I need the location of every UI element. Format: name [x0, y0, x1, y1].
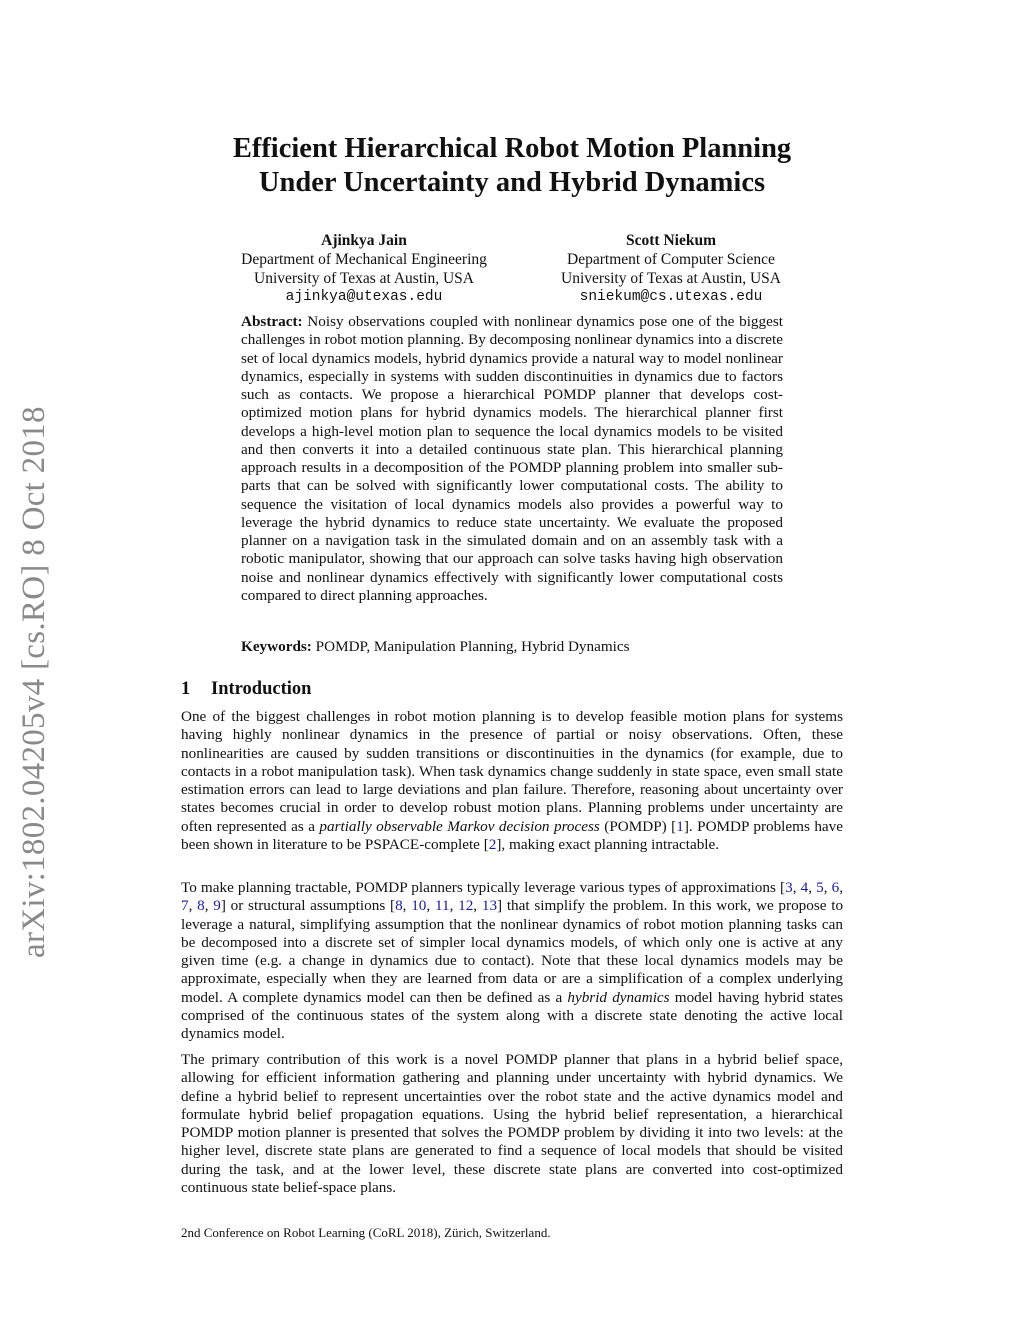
author-block-2 [526, 231, 816, 307]
intro-paragraph-3: The primary contribution of this work is a novel POMDP planner that plans in a hybrid belief space, allowing for efficient information gathering and planning under uncertainty with hybrid dynamics. We define a hybrid belief to represent uncertainties over the robot state and the active dynamics model and formulate hybrid belief propagation equations. Using the hybrid belief representation, a hierarchical POMDP motion planner is presented that solves the POMDP problem by dividing it into two levels: at the higher level, discrete state plans are generated to find a sequence of local models that should be visited during the task, and at the lower level, these discrete state plans are converted into cost-optimized continuous state belief-space plans. [181, 1051, 843, 1196]
author-university: University of Texas at Austin, USA [561, 270, 781, 287]
author-department: Department of Computer Science [567, 251, 775, 268]
abstract-text: Noisy observations coupled with nonlinear dynamics pose one of the biggest challenges in robot motion planning. By decomposing nonlinear dynamics into a discrete set of local dynamics models, hybrid dynamics provide a natural way to model nonlinear dynamics, especially in systems with sudden discontinuities in dynamics due to factors such as contacts. We propose a hierarchical POMDP planner that develops cost-optimized motion plans for hybrid dynamics models. The hierarchical planner first develops a high-level motion plan to sequence the local dynamics models to be visited and then converts it into a detailed continuous state plan. This hierarchical planning approach results in a decomposition of the POMDP planning problem into smaller sub-parts that can be solved with significantly lower computational costs. The ability to sequence the visitation of local dynamics models also provides a powerful way to leverage the hybrid dynamics to reduce state uncertainty. We evaluate the proposed planner on a navigation task in the simulated domain and on an assembly task with a robotic manipulator, showing that our approach can solve tasks having high observation noise and nonlinear dynamics effectively with significantly lower computational costs compared to direct planning approaches. [241, 313, 783, 604]
author-email[interactable]: sniekum@cs.utexas.edu [579, 289, 763, 305]
arxiv-identifier[interactable]: arXiv:1802.04205v4 [cs.RO] 8 Oct 2018 [16, 406, 52, 958]
citation-link[interactable]: 4 [800, 879, 809, 896]
conference-footnote: 2nd Conference on Robot Learning (CoRL 2018), Zürich, Switzerland. [181, 1225, 551, 1240]
para-italic-term: hybrid dynamics [567, 988, 670, 1006]
citation-link[interactable]: 11 [434, 897, 450, 915]
citation-link[interactable]: 2 [488, 835, 497, 853]
keywords-label: Keywords: [241, 638, 312, 655]
keywords [241, 638, 801, 656]
author-name: Ajinkya Jain [321, 232, 407, 249]
citation-link[interactable]: 5 [816, 879, 824, 896]
keywords-text: POMDP, Manipulation Planning, Hybrid Dynamics [315, 638, 630, 655]
para-text: (POMDP) [ [599, 817, 677, 835]
citation-link[interactable]: 9 [213, 897, 221, 915]
section-heading-introduction [181, 678, 311, 700]
author-department: Department of Mechanical Engineering [241, 251, 487, 268]
title-line-2: Under Uncertainty and Hybrid Dynamics [258, 167, 766, 198]
intro-paragraph-1 [181, 708, 843, 854]
abstract-label: Abstract: [241, 313, 303, 330]
intro-paragraph-2: To make planning tractable, POMDP planners typically leverage various types of approximations [3, 4, 5, 6, 7, 8, 9] or structural assumptions [8, 10, 11, 12, 13] that simplify the problem. In this work, we propose to leverage a natural, simplifying assumption that the nonlinear dynamics of robot motion planning tasks can be decomposed into a discrete set of simpler local dynamics models, of which only one is active at any given time (e.g. a change in dynamics due to contact). Note that these local dynamics models may be approximate, especially when they are learned from data or are a simplification of a complex underlying model. A complete dynamics model can then be defined as a hybrid dynamics model having hybrid states comprised of the continuous states of the system along with a discrete state denoting the active local dynamics model. [181, 879, 844, 1042]
author-university: University of Texas at Austin, USA [254, 270, 474, 287]
citation-link[interactable]: 13 [481, 897, 498, 915]
citation-link[interactable]: 12 [458, 897, 474, 915]
para-text: ] that simplify the problem. In this work, we propose to leverage a natural, simplifying assumption that the nonlinear dynamics of robot motion planning tasks can be decomposed into a discrete set of simpler local dynamics models, of which only one is active at any given time (e.g. a change in dynamics due to contact). Note that these local dynamics models may be approximate, especially when they are learned from data or are a simplification of a complex underlying model. A complete dynamics model can then be defined as a [181, 897, 844, 1006]
author-block-1 [219, 231, 509, 307]
citation-link[interactable]: 7 [181, 897, 189, 915]
title-line-1: Efficient Hierarchical Robot Motion Planning [232, 133, 792, 164]
section-title: Introduction [211, 679, 312, 699]
author-email[interactable]: ajinkya@utexas.edu [285, 289, 443, 305]
citation-link[interactable]: 6 [831, 879, 840, 896]
citation-link[interactable]: 1 [676, 817, 684, 835]
para-text: ], making exact planning intractable. [496, 835, 720, 853]
abstract [241, 313, 783, 605]
para-text: model having hybrid states comprised of the continuous states of the system along with a discrete state denoting the active local dynamics model. [181, 988, 843, 1042]
citation-link[interactable]: 8 [197, 897, 205, 915]
paper-title [0, 132, 1024, 200]
para-text: To make planning tractable, POMDP planners typically leverage various types of approximations [ [181, 879, 786, 896]
citation-link[interactable]: 10 [411, 897, 427, 915]
section-number: 1 [181, 679, 191, 699]
para-italic-term: partially observable Markov decision process [319, 817, 600, 835]
citation-link[interactable]: 8 [395, 897, 403, 915]
author-name: Scott Niekum [626, 232, 716, 249]
para-text: ]. POMDP problems have been shown in literature to be PSPACE-complete [ [181, 817, 843, 853]
para-text: One of the biggest challenges in robot motion planning is to develop feasible motion plans for systems having highly nonlinear dynamics in the presence of partial or noisy observations. Often, these nonlinearities are caused by sudden transitions or discontinuities in the dynamics (for example, due to contacts in a robot manipulation task). When task dynamics change suddenly in state space, even small state estimation errors can lead to large deviations and plan failure. Therefore, reasoning about uncertainty over states becomes crucial in order to develop robust motion plans. Planning problems under uncertainty are often represented as a [181, 708, 843, 835]
citation-link[interactable]: 3 [785, 879, 793, 896]
para-text: ] or structural assumptions [ [220, 897, 396, 915]
